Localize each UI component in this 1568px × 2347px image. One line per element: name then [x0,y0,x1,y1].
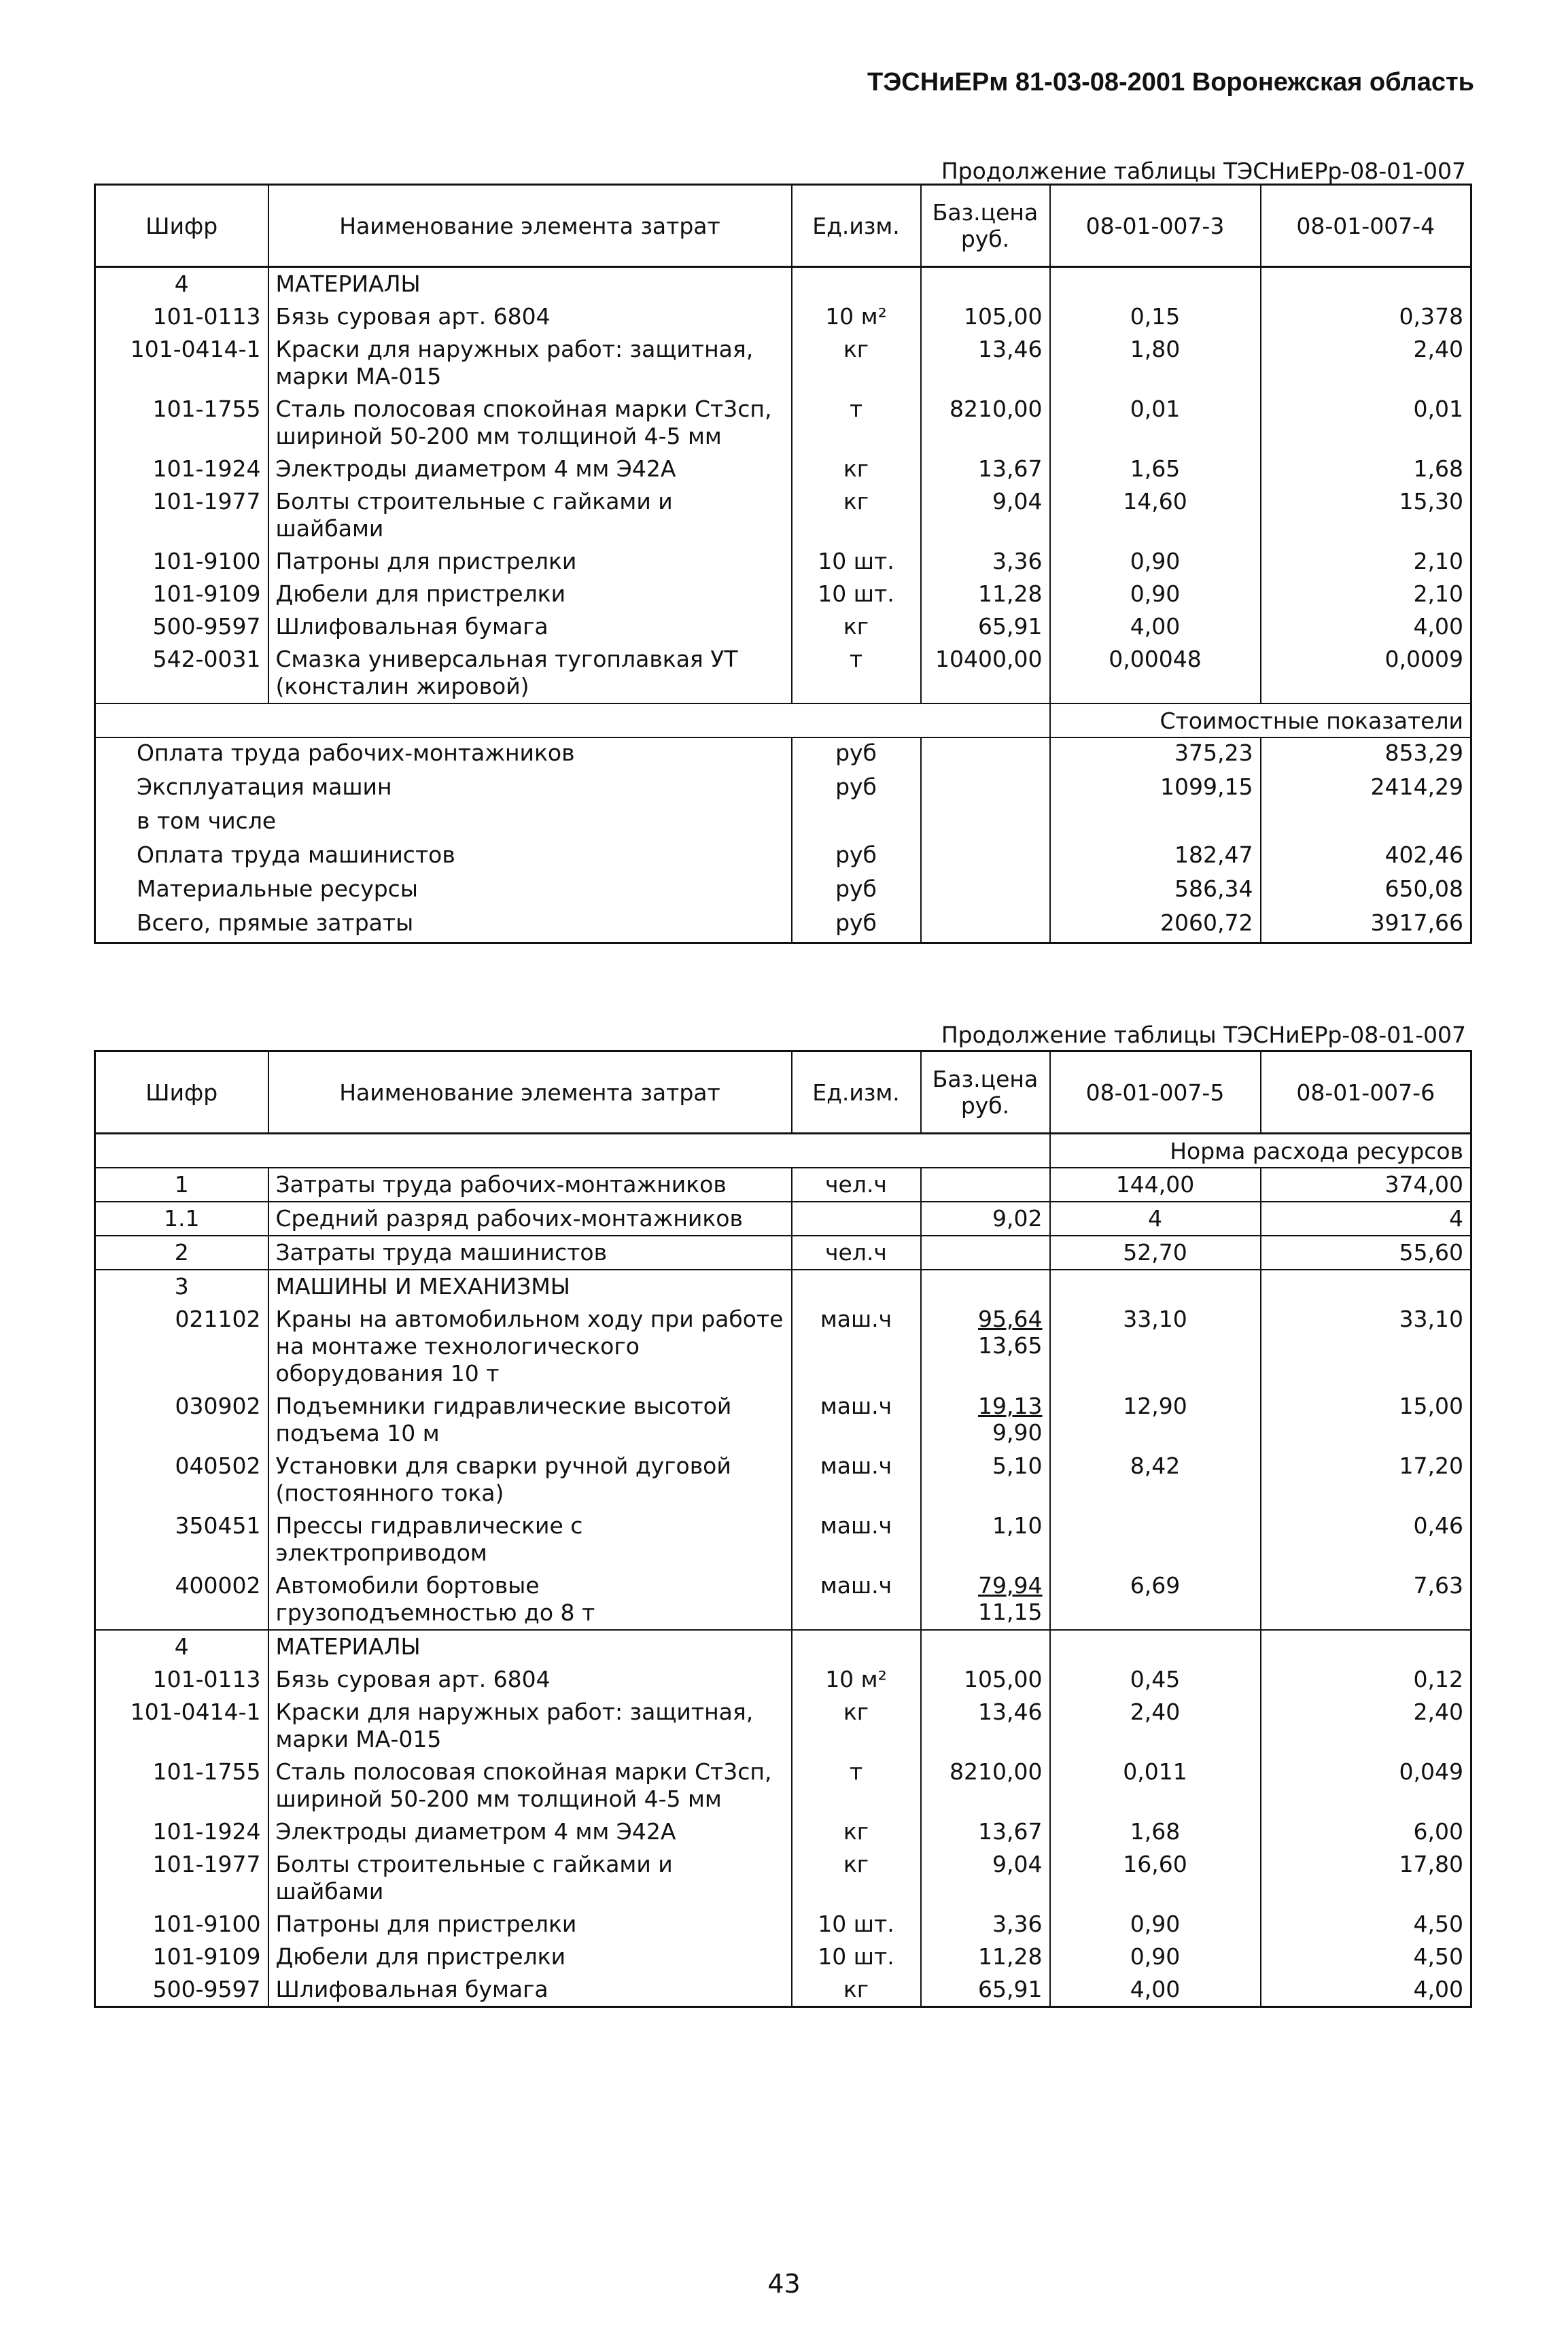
empty-cell [792,1270,921,1303]
norm-value-1: 1,68 [1050,1815,1261,1848]
base-price: 105,00 [964,1666,1043,1692]
subheader-label: Норма расхода ресурсов [1050,1134,1471,1168]
empty-cell [921,737,1050,772]
total-value-2: 3917,66 [1370,909,1463,936]
section-code: 3 [95,1270,268,1303]
table-row [95,545,1471,578]
subheader-row [95,1134,1471,1168]
table-row [95,1450,1471,1510]
norm-value-1: 0,45 [1050,1663,1261,1696]
norm-value-1: 0,15 [1050,300,1261,333]
base-price: 13,67 [978,1818,1043,1845]
norm-value-1 [1050,1510,1261,1569]
norm-value-2: 0,378 [1399,303,1463,330]
labor-unit [792,1202,921,1236]
resource-name: Шлифовальная бумага [268,1973,792,2007]
resource-code: 500-9597 [95,610,268,643]
total-value-1: 1099,15 [1050,772,1261,806]
col-header-v1: 08-01-007-5 [1050,1051,1261,1134]
unit-cell: кг [792,333,921,393]
empty-cell [1261,267,1471,301]
norm-value-2: 17,20 [1399,1453,1463,1479]
total-value-2: 650,08 [1384,875,1463,902]
resource-code: 101-1755 [95,1756,268,1815]
resource-name: Болты строительные с гайками и шайбами [268,1848,792,1908]
resource-code: 040502 [95,1450,268,1510]
empty-cell [921,908,1050,943]
table1-continuation-caption: Продолжение таблицы ТЭСНиЕРр-08-01-007 [941,158,1466,184]
base-price: 11,28 [978,1943,1043,1970]
unit-cell: кг [792,1696,921,1756]
total-value-2: 402,46 [1384,841,1463,868]
table-row [95,1908,1471,1941]
labor-name: Средний разряд рабочих-монтажников [268,1202,792,1236]
table-row [95,1510,1471,1569]
resource-name: Шлифовальная бумага [268,610,792,643]
norm-value-2: 7,63 [1413,1572,1463,1599]
norm-value-2: 6,00 [1413,1818,1463,1845]
document-title: ТЭСНиЕРм 81-03-08-2001 Воронежская область [867,68,1474,97]
section-code: 4 [95,267,268,301]
labor-row [95,1236,1471,1270]
norm-value-1: 16,60 [1050,1848,1261,1908]
base-price-cell [921,485,1050,545]
operator-wage-price: 9,90 [992,1419,1043,1446]
table-row [95,1390,1471,1450]
resource-name: Прессы гидравлические с электроприводом [268,1510,792,1569]
base-price: 3,36 [992,548,1043,574]
base-price-cell [921,545,1050,578]
col-header-v1: 08-01-007-3 [1050,185,1261,267]
unit-cell: кг [792,453,921,485]
resource-code: 021102 [95,1303,268,1390]
resource-name: Дюбели для пристрелки [268,1941,792,1973]
norm-value-2: 15,30 [1399,488,1463,515]
base-price: 1,10 [992,1512,1043,1539]
empty-cell [1050,1630,1261,1663]
base-price-cell [921,610,1050,643]
norm-value-1: 1,65 [1050,453,1261,485]
empty-cell [921,772,1050,806]
resource-name: Бязь суровая арт. 6804 [268,1663,792,1696]
norm-value-1: 2,40 [1050,1696,1261,1756]
section-row [95,1630,1471,1663]
unit-cell: 10 шт. [792,1908,921,1941]
norm-value-1: 4 [1050,1202,1261,1236]
table-row [95,1848,1471,1908]
total-value-1: 182,47 [1050,840,1261,874]
col-header-v2: 08-01-007-6 [1261,1051,1471,1134]
base-price: 9,04 [992,1851,1043,1877]
labor-code: 2 [95,1236,268,1270]
base-price-cell [921,1848,1050,1908]
subheader-spacer [95,703,1050,737]
table-row [95,1569,1471,1630]
norm-value-1: 0,90 [1050,1908,1261,1941]
section-code: 4 [95,1630,268,1663]
unit-cell: т [792,393,921,453]
unit-cell: маш.ч [792,1569,921,1630]
empty-cell [921,267,1050,301]
resource-name: Дюбели для пристрелки [268,578,792,610]
resource-code: 101-9109 [95,578,268,610]
empty-cell [921,1270,1050,1303]
base-price: 19,13 [978,1393,1043,1419]
subheader-spacer [95,1134,1050,1168]
total-row [95,737,1471,772]
table-row [95,1941,1471,1973]
resource-name: Подъемники гидравлические высотой подъема 10 м [268,1390,792,1450]
resource-name: Установки для сварки ручной дуговой (постоянного тока) [268,1450,792,1510]
norm-value-2: 0,46 [1413,1512,1463,1539]
labor-code: 1 [95,1168,268,1202]
resource-name: Сталь полосовая спокойная марки Ст3сп, шириной 50-200 мм толщиной 4-5 мм [268,393,792,453]
section-row [95,267,1471,301]
norm-value-2: 0,12 [1413,1666,1463,1692]
table-row [95,1756,1471,1815]
resource-name: Автомобили бортовые грузоподъемностью до 8 т [268,1569,792,1630]
norm-value-1: 14,60 [1050,485,1261,545]
norm-value-1: 4,00 [1050,610,1261,643]
unit-cell: 10 м² [792,300,921,333]
resource-code: 400002 [95,1569,268,1630]
resource-code: 030902 [95,1390,268,1450]
norm-value-2: 4,50 [1413,1911,1463,1937]
table1 [94,184,1472,944]
norm-value-2: 0,049 [1399,1758,1463,1785]
resource-name: Краски для наружных работ: защитная, марки МА-015 [268,333,792,393]
empty-cell [921,806,1050,840]
labor-price [921,1236,1050,1270]
total-unit: руб [792,840,921,874]
unit-cell: т [792,643,921,703]
section-name: МАТЕРИАЛЫ [268,1630,792,1663]
table-row [95,1663,1471,1696]
unit-cell: кг [792,1973,921,2007]
resource-name: Сталь полосовая спокойная марки Ст3сп, шириной 50-200 мм толщиной 4-5 мм [268,1756,792,1815]
col-header-price: Баз.цена руб. [921,1051,1050,1134]
total-label: Оплата труда машинистов [95,840,792,874]
table1-header-row [95,185,1471,267]
base-price: 79,94 [978,1572,1043,1599]
labor-code: 1.1 [95,1202,268,1236]
norm-value-2: 55,60 [1261,1236,1471,1270]
base-price: 8210,00 [949,1758,1043,1785]
resource-name: Смазка универсальная тугоплавкая УТ (консталин жировой) [268,643,792,703]
table-row [95,1815,1471,1848]
norm-value-1: 0,90 [1050,1941,1261,1973]
base-price-cell [921,1450,1050,1510]
norm-value-2: 2,10 [1413,580,1463,607]
unit-cell: маш.ч [792,1390,921,1450]
resource-code: 101-0414-1 [95,1696,268,1756]
total-unit: руб [792,874,921,908]
base-price-cell [921,1510,1050,1569]
labor-name: Затраты труда рабочих-монтажников [268,1168,792,1202]
table-row [95,610,1471,643]
section-name: МАШИНЫ И МЕХАНИЗМЫ [268,1270,792,1303]
base-price: 8210,00 [949,396,1043,422]
unit-cell: маш.ч [792,1303,921,1390]
table-row [95,1696,1471,1756]
labor-row [95,1202,1471,1236]
base-price-cell [921,1756,1050,1815]
base-price-cell [921,1815,1050,1848]
base-price-cell [921,578,1050,610]
table2 [94,1050,1472,2008]
norm-value-2: 15,00 [1399,1393,1463,1419]
base-price-cell [921,1941,1050,1973]
resource-code: 101-1924 [95,453,268,485]
resource-code: 101-9100 [95,1908,268,1941]
unit-cell: кг [792,1848,921,1908]
empty-cell [1050,1270,1261,1303]
norm-value-1: 6,69 [1050,1569,1261,1630]
col-header-code: Шифр [95,1051,268,1134]
norm-value-2: 2,40 [1413,1699,1463,1725]
total-row [95,840,1471,874]
base-price: 10400,00 [935,646,1043,672]
norm-value-1: 33,10 [1050,1303,1261,1390]
operator-wage-price: 11,15 [978,1599,1043,1625]
table-row [95,300,1471,333]
unit-cell: 10 шт. [792,545,921,578]
base-price-cell [921,1303,1050,1390]
norm-value-1: 8,42 [1050,1450,1261,1510]
table-row [95,1303,1471,1390]
norm-value-2: 2,10 [1413,548,1463,574]
total-label: Материальные ресурсы [95,874,792,908]
subheader-row [95,703,1471,737]
labor-price: 9,02 [921,1202,1050,1236]
base-price-cell [921,643,1050,703]
labor-unit: чел.ч [792,1236,921,1270]
total-value-1: 2060,72 [1050,908,1261,943]
unit-cell: кг [792,485,921,545]
labor-name: Затраты труда машинистов [268,1236,792,1270]
base-price: 95,64 [978,1306,1043,1332]
resource-code: 350451 [95,1510,268,1569]
base-price-cell [921,1390,1050,1450]
norm-value-1: 0,01 [1050,393,1261,453]
table-row [95,1973,1471,2007]
resource-name: Электроды диаметром 4 мм Э42А [268,453,792,485]
unit-cell: 10 м² [792,1663,921,1696]
total-unit: руб [792,772,921,806]
resource-name: Краски для наружных работ: защитная, марки МА-015 [268,1696,792,1756]
resource-code: 101-1977 [95,1848,268,1908]
base-price-cell [921,453,1050,485]
col-header-price: Баз.цена руб. [921,185,1050,267]
base-price: 9,04 [992,488,1043,515]
norm-value-2: 2,40 [1413,336,1463,362]
norm-value-1: 0,90 [1050,578,1261,610]
unit-cell: маш.ч [792,1510,921,1569]
norm-value-2: 4,00 [1413,1976,1463,2002]
empty-cell [1050,267,1261,301]
norm-value-1: 12,90 [1050,1390,1261,1450]
unit-cell: 10 шт. [792,1941,921,1973]
norm-value-2: 0,0009 [1384,646,1463,672]
total-value-1: 586,34 [1050,874,1261,908]
labor-unit: чел.ч [792,1168,921,1202]
resource-code: 101-1755 [95,393,268,453]
resource-code: 101-0414-1 [95,333,268,393]
resource-name: Болты строительные с гайками и шайбами [268,485,792,545]
table2-continuation-caption: Продолжение таблицы ТЭСНиЕРр-08-01-007 [941,1022,1466,1048]
norm-value-2: 0,01 [1413,396,1463,422]
resource-name: Краны на автомобильном ходу при работе на монтаже технологического оборудования 10 т [268,1303,792,1390]
total-unit: руб [792,908,921,943]
norm-value-1: 4,00 [1050,1973,1261,2007]
section-row [95,1270,1471,1303]
page-number: 43 [767,2269,801,2299]
table-row [95,333,1471,393]
resource-code: 101-0113 [95,1663,268,1696]
base-price-cell [921,333,1050,393]
norm-value-1: 0,90 [1050,545,1261,578]
norm-value-1: 144,00 [1050,1168,1261,1202]
base-price: 3,36 [992,1911,1043,1937]
norm-value-2: 4,50 [1413,1943,1463,1970]
base-price-cell [921,1569,1050,1630]
total-row [95,908,1471,943]
col-header-code: Шифр [95,185,268,267]
total-unit: руб [792,737,921,772]
empty-cell [792,267,921,301]
norm-value-2: 17,80 [1399,1851,1463,1877]
resource-name: Патроны для пристрелки [268,1908,792,1941]
base-price: 13,46 [978,1699,1043,1725]
table-row [95,578,1471,610]
norm-value-2: 33,10 [1399,1306,1463,1332]
base-price-cell [921,1908,1050,1941]
unit-cell: маш.ч [792,1450,921,1510]
resource-code: 101-1977 [95,485,268,545]
total-value-1 [1050,806,1261,840]
norm-value-1: 0,00048 [1050,643,1261,703]
total-label: в том числе [95,806,792,840]
total-label: Эксплуатация машин [95,772,792,806]
base-price: 11,28 [978,580,1043,607]
base-price-cell [921,1663,1050,1696]
empty-cell [792,1630,921,1663]
unit-cell: кг [792,610,921,643]
table2-header-row [95,1051,1471,1134]
resource-code: 542-0031 [95,643,268,703]
unit-cell: 10 шт. [792,578,921,610]
resource-code: 101-1924 [95,1815,268,1848]
total-unit [792,806,921,840]
base-price-cell [921,393,1050,453]
labor-price [921,1168,1050,1202]
total-value-1: 375,23 [1050,737,1261,772]
total-row [95,806,1471,840]
col-header-unit: Ед.изм. [792,1051,921,1134]
labor-row [95,1168,1471,1202]
unit-cell: т [792,1756,921,1815]
norm-value-1: 1,80 [1050,333,1261,393]
table-row [95,393,1471,453]
total-value-2: 853,29 [1261,737,1471,772]
table-row [95,643,1471,703]
base-price-cell [921,1973,1050,2007]
norm-value-2: 374,00 [1261,1168,1471,1202]
resource-code: 101-0113 [95,300,268,333]
resource-code: 101-9109 [95,1941,268,1973]
total-label: Оплата труда рабочих-монтажников [95,737,792,772]
unit-cell: кг [792,1815,921,1848]
operator-wage-price: 13,65 [978,1332,1043,1359]
base-price: 65,91 [978,613,1043,640]
norm-value-1: 52,70 [1050,1236,1261,1270]
total-row [95,874,1471,908]
total-row [95,772,1471,806]
table-row [95,453,1471,485]
section-name: МАТЕРИАЛЫ [268,267,792,301]
resource-code: 101-9100 [95,545,268,578]
col-header-name: Наименование элемента затрат [268,185,792,267]
total-value-2: 2414,29 [1370,773,1463,800]
base-price: 13,46 [978,336,1043,362]
resource-name: Электроды диаметром 4 мм Э42А [268,1815,792,1848]
empty-cell [921,1630,1050,1663]
base-price: 13,67 [978,455,1043,482]
col-header-v2: 08-01-007-4 [1261,185,1471,267]
norm-value-2: 4 [1261,1202,1471,1236]
table-row [95,485,1471,545]
resource-name: Патроны для пристрелки [268,545,792,578]
empty-cell [1261,1630,1471,1663]
resource-name: Бязь суровая арт. 6804 [268,300,792,333]
col-header-unit: Ед.изм. [792,185,921,267]
col-header-name: Наименование элемента затрат [268,1051,792,1134]
base-price-cell [921,300,1050,333]
empty-cell [921,874,1050,908]
total-value-2 [1261,806,1471,840]
base-price: 65,91 [978,1976,1043,2002]
norm-value-2: 1,68 [1413,455,1463,482]
empty-cell [921,840,1050,874]
base-price-cell [921,1696,1050,1756]
subheader-label: Стоимостные показатели [1050,703,1471,737]
empty-cell [1261,1270,1471,1303]
resource-code: 500-9597 [95,1973,268,2007]
norm-value-2: 4,00 [1413,613,1463,640]
norm-value-1: 0,011 [1050,1756,1261,1815]
total-label: Всего, прямые затраты [95,908,792,943]
base-price: 105,00 [964,303,1043,330]
base-price: 5,10 [992,1453,1043,1479]
